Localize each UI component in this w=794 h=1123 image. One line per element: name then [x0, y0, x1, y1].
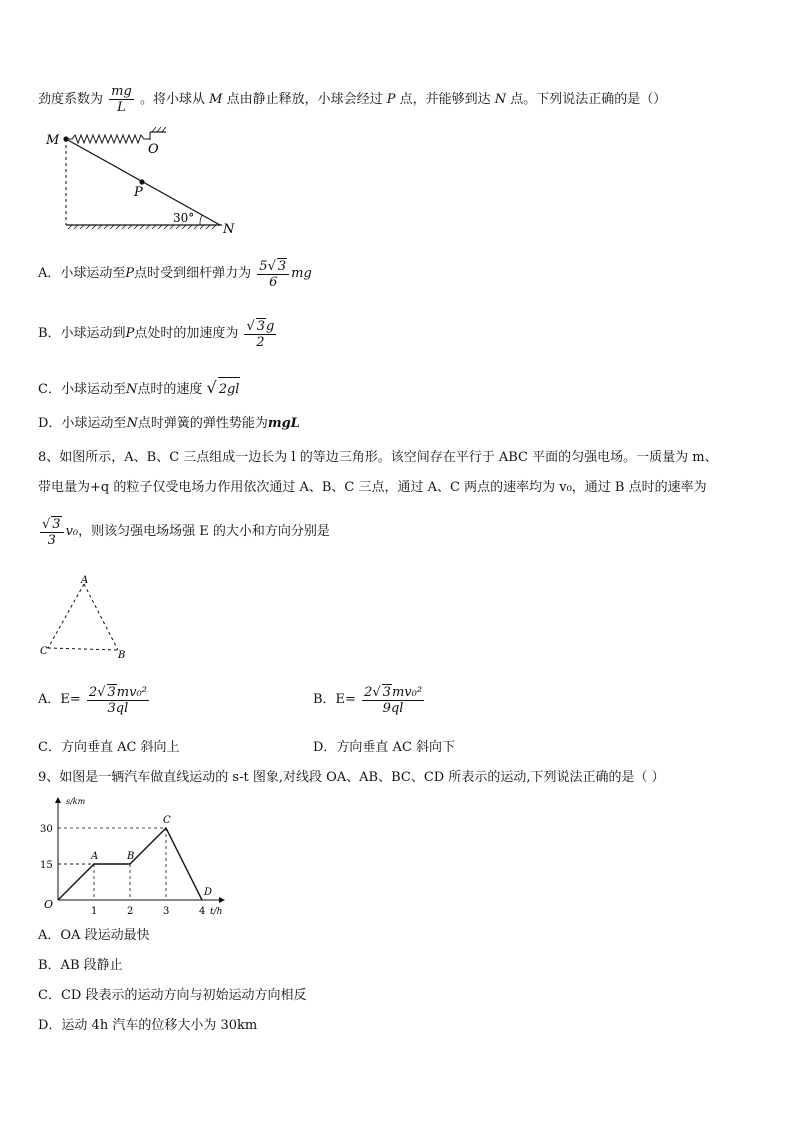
q8-opt-b-rad: 3 — [382, 684, 391, 700]
q8-opt-b-fraction: $\frac{\text{2√ 3mv₀²}}{9ql}$ — [364, 684, 423, 716]
q8-speed-den: 3 — [47, 532, 56, 548]
q8-stem-line3 — [38, 512, 330, 552]
q8-speed-fraction: $\frac{√ 3}{3}$ — [40, 516, 64, 548]
q8-opt-b-num: mv₀² — [391, 684, 423, 700]
q8-opt-b-den: 9ql — [382, 700, 404, 716]
q7-var-p: P — [386, 92, 396, 107]
q8-opt-a-rad: 3 — [107, 684, 116, 700]
q9-x-axis-label: t/h — [210, 907, 223, 917]
q8-stem-line1: 8、如图所示，A、B、C 三点组成一边长为 l 的等边三角形。该空间存在平行于 ABC 平面的匀强电场。一质量为 m、 — [38, 450, 718, 465]
q9-option-a: A．OA 段运动最快 — [38, 928, 150, 943]
q7-ball-m — [63, 136, 68, 141]
q7-opt-a-prefix: A．小球运动至 — [38, 266, 126, 281]
q9-option-c: C．CD 段表示的运动方向与初始运动方向相反 — [38, 988, 307, 1003]
q7-opt-b-mid: 点处时的加速度为 — [134, 326, 239, 341]
q7-label-m: M — [46, 133, 60, 148]
q8-opt-a-fraction: $\frac{\text{2√ 3mv₀²}}{3ql}$ — [88, 684, 147, 716]
q8-speed-rad: 3 — [52, 516, 61, 532]
q9-x-tick: 1 — [91, 906, 98, 917]
q7-opt-a-fraction: $\frac{5√ 3}{6}$ — [257, 258, 289, 290]
q8-label-b: B — [118, 650, 126, 661]
q9-point-label-B: B — [127, 851, 135, 862]
q8-opt-a-den: 3ql — [107, 700, 129, 716]
q7-opt-b-prefix: B．小球运动到 — [38, 326, 126, 341]
q7-opt-b-den: 2 — [256, 334, 265, 350]
q7-opt-b-var: P — [125, 326, 135, 341]
q9-y-axis-label: s/km — [66, 797, 86, 806]
q7-opt-d-var: N — [126, 416, 138, 431]
q7-opt-c-var: N — [125, 382, 138, 397]
q7-stiffness-fraction — [109, 84, 134, 115]
q7-opt-a-den: 6 — [269, 274, 278, 290]
q7-option-a — [38, 256, 312, 292]
q8-opt-a-num: mv₀² — [116, 684, 147, 700]
q9-point-label-C: C — [163, 815, 171, 826]
q8-option-c: C．方向垂直 AC 斜向上 — [38, 740, 180, 755]
q8-triangle-figure — [36, 572, 136, 664]
q7-opt-a-var: P — [125, 266, 135, 281]
q8-opt-b-prefix: B．E= — [313, 692, 356, 707]
q7-label-n: N — [223, 222, 235, 237]
q9-point-label-A: A — [91, 851, 99, 862]
q7-stem-part3: 点由静止释放，小球会经过 — [226, 92, 383, 107]
q7-opt-d-tail: mgL — [267, 416, 300, 431]
q9-y-tick: 15 — [40, 860, 53, 871]
q7-stem-part4: 点，并能够到达 — [399, 92, 491, 107]
q9-origin-label: O — [44, 898, 54, 911]
q8-speed-v0: v₀ — [65, 524, 79, 539]
q7-opt-d-prefix: D．小球运动至 — [38, 416, 127, 431]
q7-option-d — [38, 412, 300, 436]
q7-opt-b-numtail: g — [266, 318, 275, 334]
q9-option-d: D．运动 4h 汽车的位移大小为 30km — [38, 1018, 258, 1033]
q8-label-a: A — [81, 575, 89, 586]
q9-y-tick: 30 — [40, 824, 53, 835]
q8-label-c: C — [40, 646, 48, 657]
q8-option-a — [38, 680, 151, 720]
q7-option-b — [38, 316, 278, 352]
q7-opt-d-mid: 点时弹簧的弹性势能为 — [137, 416, 268, 431]
q7-opt-c-prefix: C．小球运动至 — [38, 382, 126, 397]
q9-st-chart — [32, 792, 232, 922]
q7-var-n: N — [494, 92, 507, 107]
q8-option-d: D．方向垂直 AC 斜向下 — [313, 740, 456, 755]
q7-opt-a-mid: 点时受到细杆弹力为 — [134, 266, 252, 281]
q7-stem-part1: 劲度系数为 — [38, 92, 104, 107]
q7-opt-c-rad: 2gl — [218, 377, 241, 402]
q8-opt-a-coef: 2 — [88, 684, 98, 700]
q7-opt-a-rad: 3 — [277, 258, 287, 274]
q7-stiffness-num: mg — [111, 84, 132, 99]
q9-option-b: B．AB 段静止 — [38, 958, 123, 973]
q7-opt-a-tail: mg — [291, 266, 312, 281]
q7-point-p — [139, 179, 144, 184]
q7-stem-part2: 。将小球从 — [139, 92, 205, 107]
q7-opt-b-rad: 3 — [256, 318, 266, 334]
q7-opt-c-mid: 点时的速度 — [137, 382, 203, 397]
q8-opt-a-prefix: A．E= — [38, 692, 81, 707]
q8-stem-tail: ，则该匀强电场场强 E 的大小和方向分别是 — [78, 524, 330, 539]
q7-opt-a-coef: 5 — [259, 258, 268, 274]
q7-angle-label: 30° — [173, 211, 195, 225]
q8-stem-line2: 带电量为+q 的粒子仅受电场力作用依次通过 A、B、C 三点，通过 A、C 两点的速率均为 v₀，通过 B 点时的速率为 — [38, 480, 707, 495]
q7-opt-b-fraction: $\frac{√ 3g}{2}$ — [246, 318, 275, 350]
q7-incline-figure — [40, 122, 240, 240]
q9-x-tick: 3 — [163, 906, 170, 917]
q7-label-o: O — [148, 142, 159, 157]
q7-label-p: P — [134, 185, 143, 200]
q9-point-label-D: D — [204, 887, 213, 898]
q7-stem — [38, 84, 666, 115]
q7-stiffness-den: L — [117, 100, 126, 115]
q9-stem: 9、如图是一辆汽车做直线运动的 s-t 图象,对线段 OA、AB、BC、CD 所表示的运动,下列说法正确的是（ ） — [38, 770, 665, 785]
q9-x-tick: 2 — [127, 906, 134, 917]
q9-x-tick: 4 — [199, 906, 206, 917]
q7-var-m: M — [209, 92, 223, 107]
q7-stem-part5: 点。下列说法正确的是（） — [510, 92, 667, 107]
q8-opt-b-coef: 2 — [364, 684, 373, 700]
q8-option-b — [313, 680, 426, 720]
q7-option-c: C．小球运动至N点时的速度 √ 2gl — [38, 376, 240, 402]
